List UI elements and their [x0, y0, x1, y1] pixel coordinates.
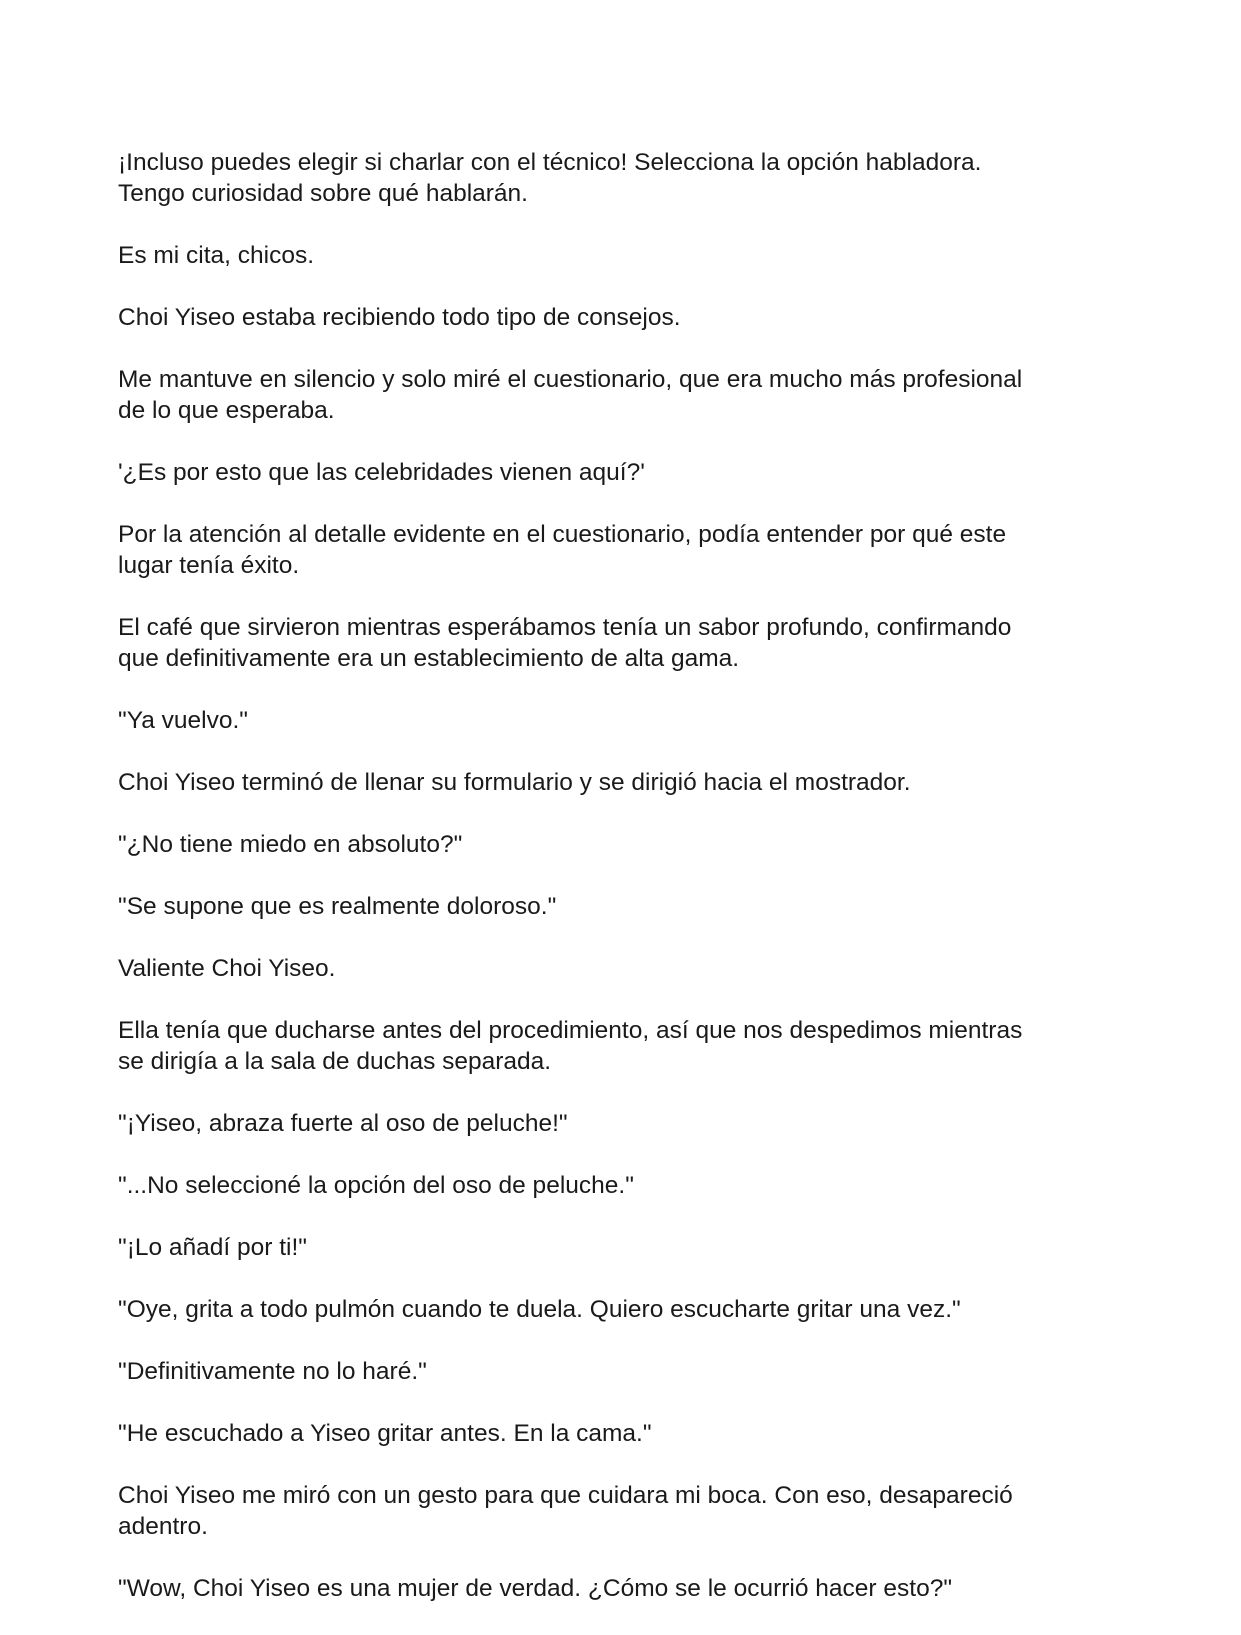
paragraph: "Ya vuelvo.": [118, 707, 248, 734]
paragraph: El café que sirvieron mientras esperábamos tenía un sabor profundo, confirmando que definitivamente era un establecimiento de alta gama.: [118, 614, 1012, 672]
paragraph: Valiente Choi Yiseo.: [118, 955, 336, 982]
paragraph: "¿No tiene miedo en absoluto?": [118, 831, 463, 858]
paragraph: "¡Yiseo, abraza fuerte al oso de peluche!": [118, 1110, 568, 1137]
paragraph: "Oye, grita a todo pulmón cuando te duela. Quiero escucharte gritar una vez.": [118, 1296, 961, 1323]
paragraph: '¿Es por esto que las celebridades vienen aquí?': [118, 459, 645, 486]
paragraph: Choi Yiseo me miró con un gesto para que cuidara mi boca. Con eso, desapareció adentro.: [118, 1482, 1013, 1540]
paragraph: "...No seleccioné la opción del oso de peluche.": [118, 1172, 634, 1199]
paragraph: Ella tenía que ducharse antes del procedimiento, así que nos despedimos mientras se dirigía a la sala de duchas separada.: [118, 1017, 1023, 1075]
paragraph: ¡Incluso puedes elegir si charlar con el técnico! Selecciona la opción habladora. Tengo curiosidad sobre qué hablarán.: [118, 149, 982, 207]
paragraph: "¡Lo añadí por ti!": [118, 1234, 308, 1261]
paragraph: "Se supone que es realmente doloroso.": [118, 893, 557, 920]
paragraph: Choi Yiseo terminó de llenar su formulario y se dirigió hacia el mostrador.: [118, 769, 911, 796]
body-text: [118, 147, 1128, 1635]
paragraph: "He escuchado a Yiseo gritar antes. En la cama.": [118, 1420, 652, 1447]
paragraph: Por la atención al detalle evidente en el cuestionario, podía entender por qué este lugar tenía éxito.: [118, 521, 1007, 579]
paragraph: Es mi cita, chicos.: [118, 242, 315, 269]
paragraph: "Wow, Choi Yiseo es una mujer de verdad. ¿Cómo se le ocurrió hacer esto?": [118, 1575, 953, 1602]
paragraph: Me mantuve en silencio y solo miré el cuestionario, que era mucho más profesional de lo que esperaba.: [118, 366, 1023, 424]
paragraph: "Definitivamente no lo haré.": [118, 1358, 427, 1385]
paragraph: Choi Yiseo estaba recibiendo todo tipo de consejos.: [118, 304, 681, 331]
